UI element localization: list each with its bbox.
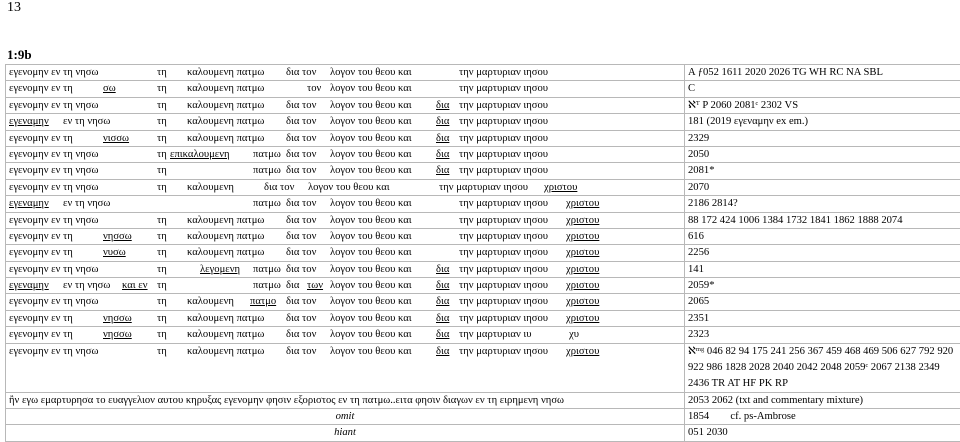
word: τη	[157, 245, 167, 260]
word: την μαρτυριαν ιυ	[459, 327, 531, 342]
variant-text	[6, 212, 685, 228]
variant-text	[6, 146, 685, 162]
word: δια τον	[286, 196, 316, 211]
word: δια τον	[286, 147, 316, 162]
table-row	[6, 228, 960, 244]
table-row	[6, 294, 960, 310]
word: εγενομην εν τη νησω	[9, 213, 99, 228]
witness-list: 1854 cf. ps-Ambrose	[685, 409, 960, 425]
word: την μαρτυριαν ιησου	[459, 311, 548, 326]
variant-text	[6, 114, 685, 130]
table-row	[6, 310, 960, 326]
word: τη	[157, 131, 167, 146]
variant-text	[6, 130, 685, 146]
word: χυ	[569, 327, 579, 342]
word: εγενομην εν τη νησω	[9, 180, 99, 195]
witness-list: 2329	[685, 130, 960, 146]
word: λογον του θεου και	[330, 147, 412, 162]
word: την μαρτυριαν ιησου	[459, 81, 548, 96]
variant-text	[6, 343, 685, 392]
word: την μαρτυριαν ιησου	[459, 147, 548, 162]
word: πατμω	[253, 278, 281, 293]
word: δια τον	[286, 131, 316, 146]
word: δια τον	[286, 163, 316, 178]
word: τη	[157, 311, 167, 326]
witness-list: A ƒ052 1611 2020 2026 TG WH RC NA SBL	[685, 65, 960, 81]
word-variant: σω	[103, 81, 116, 96]
word: τη	[157, 81, 167, 96]
word: εγενομην εν τη	[9, 327, 73, 342]
witness-list: 2059*	[685, 278, 960, 294]
table-row	[6, 425, 960, 441]
word: καλουμενη πατμω	[187, 131, 264, 146]
word: λογον του θεου και	[330, 81, 412, 96]
word: δια τον	[286, 114, 316, 129]
witness-list: 88 172 424 1006 1384 1732 1841 1862 1888 2074	[685, 212, 960, 228]
witness-list: 2081*	[685, 163, 960, 179]
witness-list: 2186 2814?	[685, 196, 960, 212]
word-variant: χριστου	[566, 278, 599, 293]
variant-text	[6, 294, 685, 310]
word-variant: δια	[436, 278, 449, 293]
word: τη	[157, 163, 167, 178]
word: τη	[157, 294, 167, 309]
word: καλουμενη πατμω	[187, 229, 264, 244]
word-variant: χριστου	[566, 245, 599, 260]
word-variant: λεγομενη	[200, 262, 240, 277]
word: δια τον	[286, 65, 316, 80]
word: τη	[157, 262, 167, 277]
witness-list: 2256	[685, 245, 960, 261]
word-variant: χριστου	[566, 196, 599, 211]
table-row	[6, 327, 960, 343]
witness-list: 616	[685, 228, 960, 244]
word: πατμω	[253, 196, 281, 211]
word: την μαρτυριαν ιησου	[439, 180, 528, 195]
word: λογον του θεου και	[330, 311, 412, 326]
word: δια τον	[286, 213, 316, 228]
variant-text	[6, 65, 685, 81]
witness-list: 051 2030	[685, 425, 960, 441]
word: καλουμενη πατμω	[187, 81, 264, 96]
word: τη	[157, 327, 167, 342]
word: τη	[157, 278, 167, 293]
word: λογον του θεου και	[330, 262, 412, 277]
word: δια	[286, 278, 299, 293]
witness-list: 2065	[685, 294, 960, 310]
word-variant: χριστου	[566, 213, 599, 228]
word: λογον του θεου και	[330, 294, 412, 309]
word: εγενομην εν τη νησω	[9, 65, 99, 80]
word: εγενομην εν τη νησω	[9, 344, 99, 359]
word: δια τον	[286, 262, 316, 277]
word-variant: και εν	[122, 278, 148, 293]
word: την μαρτυριαν ιησου	[459, 278, 548, 293]
word: εν τη νησω	[63, 196, 110, 211]
omit-label: omit	[6, 409, 685, 425]
word: τη	[157, 229, 167, 244]
variant-text: ἢν εγω εμαρτυρησα το ευαγγελιον αυτου κηρυξας εγενομην φησιν εξοριστος εν τη πατμω..ειτα φησιν διαγων εν τη ειρημενη νησω	[6, 392, 685, 408]
word: καλουμενη πατμω	[187, 344, 264, 359]
word: λογον του θεου και	[330, 229, 412, 244]
word: εγενομην εν τη	[9, 311, 73, 326]
word-variant: χριστου	[566, 262, 599, 277]
word: δια τον	[286, 98, 316, 113]
word-variant: νισσω	[103, 131, 129, 146]
word-variant: δια	[436, 147, 449, 162]
word-variant: δια	[436, 114, 449, 129]
word: καλουμενη πατμω	[187, 98, 264, 113]
word-variant: δια	[436, 262, 449, 277]
word: εγενομην εν τη νησω	[9, 147, 99, 162]
word: τη	[157, 213, 167, 228]
table-row	[6, 65, 960, 81]
word-variant: των	[307, 278, 323, 293]
witness-list: 2050	[685, 146, 960, 162]
word: εγενομην εν τη	[9, 245, 73, 260]
word: την μαρτυριαν ιησου	[459, 98, 548, 113]
word: εν τη νησω	[63, 114, 110, 129]
word: καλουμενη πατμω	[187, 327, 264, 342]
table-row	[6, 163, 960, 179]
word-variant: εγεναμην	[9, 114, 49, 129]
witness-list: 181 (2019 εγεναμην ex em.)	[685, 114, 960, 130]
collation-table	[5, 64, 960, 442]
word-variant: νησσω	[103, 229, 132, 244]
witness-list: 141	[685, 261, 960, 277]
word: τη	[157, 344, 167, 359]
word-variant: νησσω	[103, 327, 132, 342]
word: καλουμενη πατμω	[187, 311, 264, 326]
word: την μαρτυριαν ιησου	[459, 114, 548, 129]
witness-list: ℵᵀ P 2060 2081ᶜ 2302 VS	[685, 97, 960, 113]
word: λογον του θεου και	[330, 114, 412, 129]
variant-text	[6, 310, 685, 326]
word-variant: δια	[436, 327, 449, 342]
page-number: 13	[7, 0, 21, 16]
word-variant: χριστου	[566, 229, 599, 244]
word: δια τον	[286, 245, 316, 260]
word: λογον του θεου και	[330, 327, 412, 342]
word: εγενομην εν τη νησω	[9, 262, 99, 277]
word: τη	[157, 98, 167, 113]
word-variant: χριστου	[566, 344, 599, 359]
word: πατμω	[253, 262, 281, 277]
word: λογον του θεου και	[330, 131, 412, 146]
word: τον	[307, 81, 321, 96]
word: την μαρτυριαν ιησου	[459, 213, 548, 228]
table-row	[6, 97, 960, 113]
word: λογον του θεου και	[330, 245, 412, 260]
word: λογον του θεου και	[330, 344, 412, 359]
witness-list: C	[685, 81, 960, 97]
word-variant: δια	[436, 163, 449, 178]
word: την μαρτυριαν ιησου	[459, 294, 548, 309]
word: δια τον	[286, 229, 316, 244]
word-variant: δια	[436, 131, 449, 146]
word-variant: νυσω	[103, 245, 126, 260]
table-row	[6, 212, 960, 228]
word-variant: πατμο	[250, 294, 276, 309]
verse-reference: 1:9b	[7, 47, 32, 63]
variant-text	[6, 245, 685, 261]
word: εγενομην εν τη	[9, 81, 73, 96]
variant-text	[6, 327, 685, 343]
word: την μαρτυριαν ιησου	[459, 262, 548, 277]
hiant-label: hiant	[6, 425, 685, 441]
table-row	[6, 130, 960, 146]
word-variant: δια	[436, 344, 449, 359]
witness-list: 2053 2062 (txt and commentary mixture)	[685, 392, 960, 408]
table-row	[6, 196, 960, 212]
word-variant: χριστου	[566, 294, 599, 309]
table-row	[6, 409, 960, 425]
word: καλουμενη πατμω	[187, 114, 264, 129]
table-row	[6, 261, 960, 277]
witness-list: ℵᵐᵍ 046 82 94 175 241 256 367 459 468 469 506 627 792 920 922 986 1828 2028 2040 2042 2048 2059ᶜ 2067 2138 2349 2436 TR AT HF PK RP	[685, 343, 960, 392]
word: την μαρτυριαν ιησου	[459, 131, 548, 146]
variant-text	[6, 97, 685, 113]
variant-text	[6, 196, 685, 212]
word: λογον του θεου και	[330, 65, 412, 80]
word-variant: χριστου	[544, 180, 577, 195]
word: την μαρτυριαν ιησου	[459, 65, 548, 80]
word: καλουμενη πατμω	[187, 213, 264, 228]
witness-list: 2070	[685, 179, 960, 195]
word: δια τον	[286, 311, 316, 326]
word-variant: χριστου	[566, 311, 599, 326]
word-variant: δια	[436, 294, 449, 309]
table-row	[6, 81, 960, 97]
word: τη	[157, 180, 167, 195]
word: εγενομην εν τη	[9, 131, 73, 146]
word: τη	[157, 147, 167, 162]
variant-text	[6, 163, 685, 179]
word: εγενομην εν τη	[9, 229, 73, 244]
word: δια τον	[286, 344, 316, 359]
word-variant: επικαλουμενη	[170, 147, 230, 162]
word: δια τον	[286, 294, 316, 309]
variant-text	[6, 228, 685, 244]
table-row	[6, 278, 960, 294]
word: καλουμενη	[187, 294, 234, 309]
word: εγενομην εν τη νησω	[9, 294, 99, 309]
word: τη	[157, 65, 167, 80]
word: την μαρτυριαν ιησου	[459, 245, 548, 260]
word-variant: δια	[436, 98, 449, 113]
variant-text	[6, 261, 685, 277]
word: την μαρτυριαν ιησου	[459, 344, 548, 359]
word: πατμω	[253, 163, 281, 178]
table-row	[6, 343, 960, 392]
table-row	[6, 179, 960, 195]
word: εν τη νησω	[63, 278, 110, 293]
table-row	[6, 245, 960, 261]
word-variant: εγεναμην	[9, 196, 49, 211]
word: καλουμενη	[187, 180, 234, 195]
word: εγενομην εν τη νησω	[9, 163, 99, 178]
word: λογον του θεου και	[330, 163, 412, 178]
word: δια τον	[264, 180, 294, 195]
word: λογον του θεου και	[330, 98, 412, 113]
word: δια τον	[286, 327, 316, 342]
variant-text	[6, 81, 685, 97]
word: λογον του θεου και	[330, 196, 412, 211]
word: τη	[157, 114, 167, 129]
word: λογον του θεου και	[330, 213, 412, 228]
word: την μαρτυριαν ιησου	[459, 163, 548, 178]
word-variant: νησσω	[103, 311, 132, 326]
word: λογον του θεου και	[330, 278, 412, 293]
word: πατμω	[253, 147, 281, 162]
witness-list: 2351	[685, 310, 960, 326]
word-variant: δια	[436, 311, 449, 326]
word: καλουμενη πατμω	[187, 245, 264, 260]
word: εγενομην εν τη νησω	[9, 98, 99, 113]
table-row	[6, 392, 960, 408]
witness-list: 2323	[685, 327, 960, 343]
table-row	[6, 114, 960, 130]
word: την μαρτυριαν ιησου	[459, 196, 548, 211]
word: καλουμενη πατμω	[187, 65, 264, 80]
table-row	[6, 146, 960, 162]
word: την μαρτυριαν ιησου	[459, 229, 548, 244]
word: λογον του θεου και	[308, 180, 390, 195]
word-variant: εγεναμην	[9, 278, 49, 293]
variant-text	[6, 278, 685, 294]
variant-text	[6, 179, 685, 195]
